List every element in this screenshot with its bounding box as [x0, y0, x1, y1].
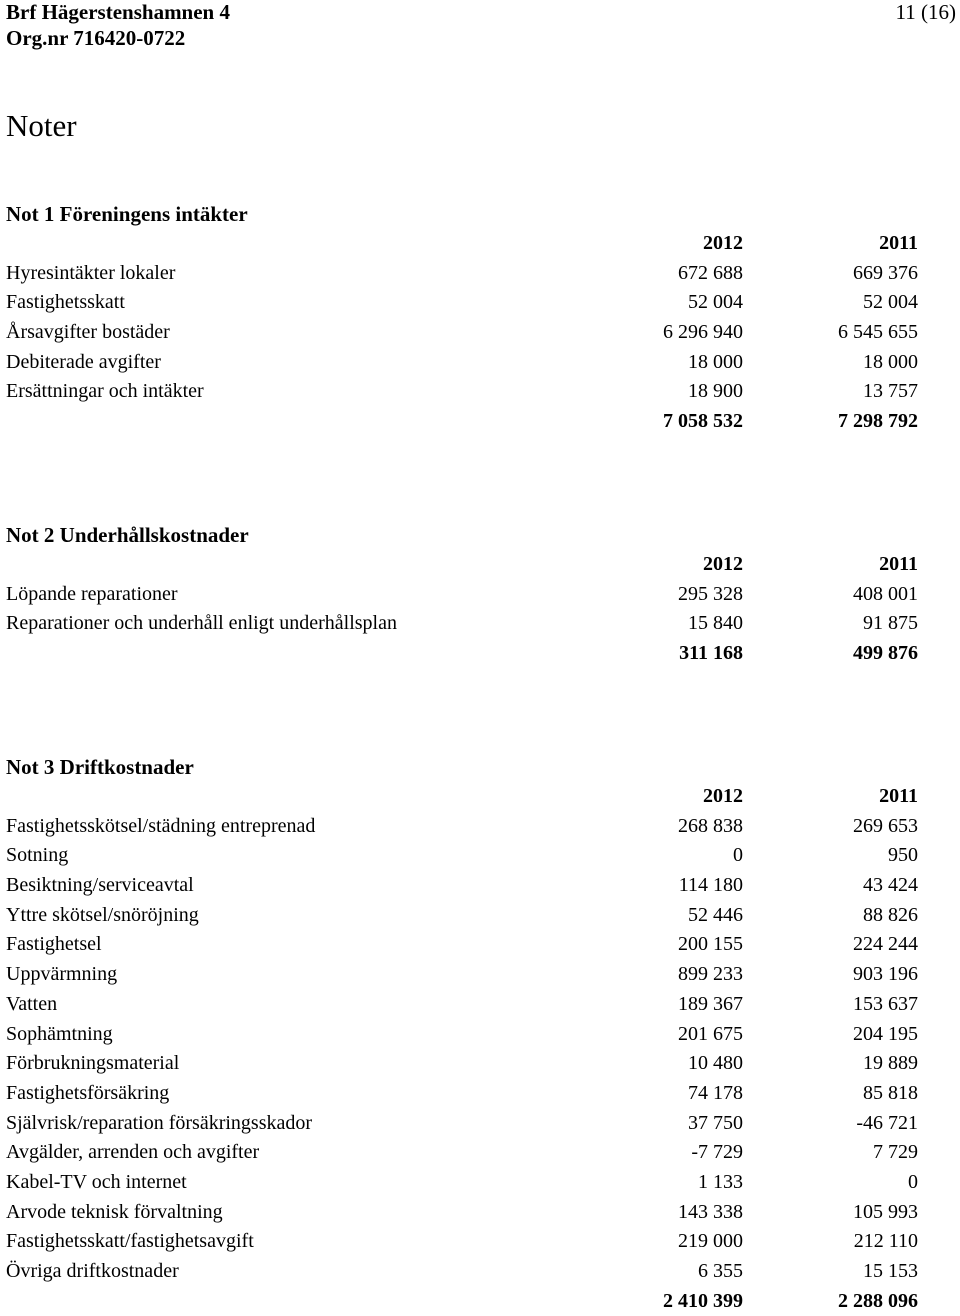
value-2012: 18 900 [688, 380, 743, 403]
organization-name: Brf Hägerstenshamnen 4 [6, 0, 230, 24]
table-row [6, 1227, 920, 1257]
note-1-section [6, 199, 920, 437]
note-1-total-row [6, 407, 920, 437]
value-2011: 18 000 [863, 350, 918, 373]
value-2012: -7 729 [691, 1141, 743, 1164]
value-2011: 88 826 [863, 903, 918, 926]
year-2012-header: 2012 [703, 785, 743, 807]
table-row [6, 377, 920, 407]
value-2011: 950 [888, 844, 918, 867]
table-row [6, 841, 920, 871]
value-2012: 219 000 [678, 1230, 743, 1253]
value-2011: 408 001 [853, 582, 918, 605]
table-row [6, 1109, 920, 1139]
note-3-section [6, 752, 920, 1316]
value-2011: 6 545 655 [838, 321, 918, 344]
row-label: Reparationer och underhåll enligt underhållsplan [6, 612, 397, 635]
value-2012: 37 750 [688, 1111, 743, 1134]
year-2011-header: 2011 [879, 553, 918, 575]
value-2012: 52 446 [688, 903, 743, 926]
row-label: Ersättningar och intäkter [6, 380, 204, 403]
row-label: Hyresintäkter lokaler [6, 261, 176, 284]
table-row [6, 1049, 920, 1079]
row-label: Uppvärmning [6, 963, 118, 986]
row-label: Besiktning/serviceavtal [6, 874, 194, 897]
value-2012: 15 840 [688, 612, 743, 635]
value-2011: 224 244 [853, 933, 918, 956]
value-2012: 6 355 [698, 1260, 743, 1282]
table-row [6, 990, 920, 1020]
value-2011: 7 729 [873, 1141, 918, 1164]
row-label: Löpande reparationer [6, 582, 178, 605]
table-row [6, 348, 920, 378]
value-2012: 200 155 [678, 933, 743, 956]
value-2012: 52 004 [688, 291, 743, 314]
table-row [6, 812, 920, 842]
total-2012: 2 410 399 [663, 1289, 743, 1312]
row-label: Fastighetsskötsel/städning entreprenad [6, 814, 316, 837]
value-2012: 268 838 [678, 814, 743, 837]
value-2011: -46 721 [856, 1111, 918, 1134]
page-title: Noter [6, 108, 77, 143]
value-2012: 1 133 [698, 1170, 743, 1193]
table-row [6, 1198, 920, 1228]
row-label: Debiterade avgifter [6, 350, 161, 373]
table-row [6, 259, 920, 289]
value-2011: 105 993 [853, 1200, 918, 1223]
value-2012: 74 178 [688, 1081, 743, 1104]
value-2011: 13 757 [863, 380, 918, 403]
year-2012-header: 2012 [703, 232, 743, 254]
year-2011-header: 2011 [879, 232, 918, 254]
note-1-heading: Not 1 Föreningens intäkter [6, 202, 248, 226]
value-2012: 114 180 [678, 874, 743, 897]
row-label: Fastighetsskatt/fastighetsavgift [6, 1230, 254, 1253]
note-2-section [6, 520, 920, 669]
row-label: Årsavgifter bostäder [6, 321, 170, 344]
value-2012: 189 367 [678, 992, 743, 1015]
table-row [6, 288, 920, 318]
page-number: 11 (16) [895, 0, 956, 24]
value-2011: 0 [908, 1170, 918, 1193]
value-2012: 6 296 940 [663, 321, 743, 344]
total-2012: 7 058 532 [663, 410, 743, 433]
value-2012: 899 233 [678, 963, 743, 986]
year-2011-header: 2011 [879, 785, 918, 807]
table-row [6, 1138, 920, 1168]
value-2011: 85 818 [863, 1081, 918, 1104]
table-row [6, 1257, 920, 1287]
value-2011: 19 889 [863, 1052, 918, 1075]
year-2012-header: 2012 [703, 553, 743, 575]
value-2011: 269 653 [853, 814, 918, 837]
value-2012: 0 [733, 844, 743, 867]
note-2-total-row [6, 639, 920, 669]
row-label: Sophämtning [6, 1022, 113, 1045]
value-2011: 212 110 [853, 1230, 918, 1253]
row-label: Arvode teknisk förvaltning [6, 1200, 223, 1223]
value-2011: 153 637 [853, 992, 918, 1015]
row-label: Vatten [6, 992, 58, 1015]
page-header [6, 0, 956, 56]
row-label: Kabel-TV och internet [6, 1170, 187, 1193]
row-label: Yttre skötsel/snöröjning [6, 903, 199, 926]
table-row [6, 318, 920, 348]
value-2012: 18 000 [688, 350, 743, 373]
row-label: Övriga driftkostnader [6, 1260, 179, 1282]
value-2012: 201 675 [678, 1022, 743, 1045]
table-row [6, 609, 920, 639]
table-row [6, 901, 920, 931]
value-2011: 903 196 [853, 963, 918, 986]
value-2011: 52 004 [863, 291, 918, 314]
total-2012: 311 168 [679, 642, 743, 665]
row-label: Fastighetsskatt [6, 291, 125, 314]
row-label: Självrisk/reparation försäkringsskador [6, 1111, 313, 1134]
value-2011: 43 424 [863, 874, 918, 897]
value-2012: 10 480 [688, 1052, 743, 1075]
note-2-heading: Not 2 Underhållskostnader [6, 523, 249, 547]
table-row [6, 1020, 920, 1050]
table-row [6, 1079, 920, 1109]
total-2011: 499 876 [853, 642, 918, 665]
value-2011: 669 376 [853, 261, 918, 284]
row-label: Sotning [6, 844, 69, 867]
total-2011: 2 288 096 [838, 1289, 918, 1312]
table-row [6, 871, 920, 901]
note-3-heading: Not 3 Driftkostnader [6, 755, 194, 779]
note-2-year-header-row [6, 550, 920, 580]
value-2011: 204 195 [853, 1022, 918, 1045]
total-2011: 7 298 792 [838, 410, 918, 433]
table-row [6, 1168, 920, 1198]
value-2012: 672 688 [678, 261, 743, 284]
value-2012: 295 328 [678, 582, 743, 605]
organization-number: Org.nr 716420-0722 [6, 26, 186, 50]
value-2011: 15 153 [863, 1260, 918, 1282]
row-label: Förbrukningsmaterial [6, 1052, 180, 1075]
value-2012: 143 338 [678, 1200, 743, 1223]
row-label: Fastighetsförsäkring [6, 1081, 170, 1104]
note-1-year-header-row [6, 229, 920, 259]
table-row [6, 960, 920, 990]
table-row [6, 930, 920, 960]
row-label: Avgälder, arrenden och avgifter [6, 1141, 260, 1164]
row-label: Fastighetsel [6, 933, 102, 956]
note-3-year-header-row [6, 782, 920, 812]
table-row [6, 580, 920, 610]
value-2011: 91 875 [863, 612, 918, 635]
